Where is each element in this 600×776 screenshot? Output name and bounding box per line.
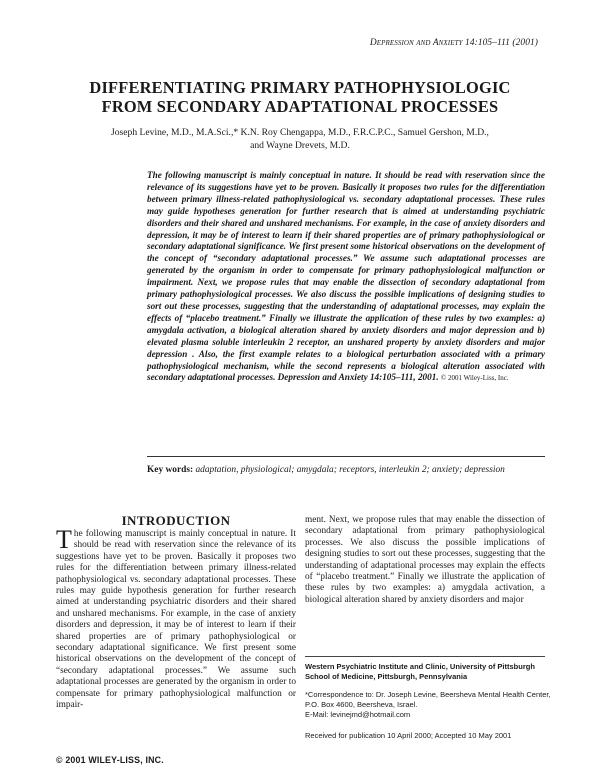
section-heading-introduction: INTRODUCTION bbox=[121, 513, 231, 528]
abstract-text: The following manuscript is mainly conceptual in nature. It should be read with reservation since the relevance of its suggestions have yet to be proven. Basically it proposes two rules for the differentiation between primary illness-related pathophysiological vs. secondary adaptational processes. These rules may guide hypotheses generation for further research that is aimed at understanding psychiatric disorders and their shared and unshared mechanisms. For example, in the case of anxiety disorders and depression, it may be of interest to learn if their shared properties are of primary pathophysiological or secondary adaptational significance. We first present some historical observations on the development of the concept of “secondary adaptational processes.” We assume such adaptational processes are generated by the organism in order to compensate for primary pathophysiological malfunction or impairment. Next, we propose rules that may enable the dissection of secondary adaptational from primary pathophysiological processes. We also discuss the possible implications of designing studies to sort out these processes, suggesting that the understanding of adaptational processes, may explain the effects of “placebo treatment.” Finally we illustrate the application of these rules by two examples: a) amygdala activation, a biological alteration shared by anxiety disorders and major depression and b) elevated plasma soluble interleukin 2 receptor, an unshared property by anxiety disorders and major depression . Also, the first example relates to a biological perturbation associated with a primary pathophysiological mechanism, while the second represents a biological alteration associated with secondary adaptational processes. Depression and Anxiety 14:105–111, 2001. bbox=[147, 170, 545, 383]
correspondence-address: *Correspondence to: Dr. Joseph Levine, Beersheva Mental Health Center, P.O. Box 4600, Beersheva, Israel. bbox=[305, 690, 551, 710]
affiliation-note: Western Psychiatric Institute and Clinic, University of Pittsburgh School of Medicine, Pittsburgh, Pennsylvania bbox=[305, 662, 535, 682]
title-line-1: DIFFERENTIATING PRIMARY PATHOPHYSIOLOGIC bbox=[89, 78, 511, 97]
intro-text-left: he following manuscript is mainly conceptual in nature. It should be read with reservation since the relevance of its suggestions have yet to be proven. Basically it proposes two rules for the differentiation between primary illness-related pathophysiological vs. secondary adaptational processes. These rules may guide hypothesis generation for further research aimed at understanding psychiatric disorders and their shared and unshared mechanisms. For example, in the case of anxiety disorders and depression, it may be of interest to learn if their shared properties are of primary pathophysiological or secondary adaptational significance. We first present some historical observations on the development of the concept of “secondary adaptational processes.” We assume such adaptational processes are generated by the organism in order to compensate for primary pathophysiological malfunction or impair- bbox=[56, 529, 296, 711]
authors-line-1: Joseph Levine, M.D., M.A.Sci.,* K.N. Roy Chengappa, M.D., F.R.C.P.C., Samuel Gershon, M.D., bbox=[111, 127, 489, 138]
correspondence-note bbox=[305, 690, 555, 721]
keywords-label: Key words: bbox=[147, 465, 194, 475]
body-column-right bbox=[305, 515, 545, 606]
body-column-left bbox=[56, 525, 296, 712]
running-head bbox=[370, 38, 538, 48]
article-title bbox=[30, 78, 570, 116]
abstract-copyright: © 2001 Wiley-Liss, Inc. bbox=[440, 374, 509, 383]
correspondence-email: E-Mail: levinejmd@hotmail.com bbox=[305, 710, 411, 720]
drop-cap: T bbox=[56, 525, 72, 554]
author-list bbox=[30, 127, 570, 152]
journal-name: Depression and Anxiety bbox=[369, 38, 463, 48]
keywords bbox=[147, 465, 545, 477]
intro-text-right: ment. Next, we propose rules that may enable the dissection of secondary adaptational from primary pathophysiological processes. We also discuss the possible implications of designing studies to sort out these processes, suggesting that the understanding of adaptational processes may explain the effects of “placebo treatment.” Finally we illustrate the application of these rules by two examples: a) amygdala activation, a biological alteration shared by anxiety disorders and major bbox=[305, 515, 545, 605]
abstract-divider bbox=[147, 456, 545, 457]
publisher-footer: © 2001 WILEY-LISS, INC. bbox=[56, 755, 164, 765]
keywords-list: adaptation, physiological; amygdala; receptors, interleukin 2; anxiety; depression bbox=[195, 465, 505, 475]
authors-line-2: and Wayne Drevets, M.D. bbox=[250, 139, 350, 151]
journal-citation: 14:105–111 (2001) bbox=[465, 38, 538, 48]
received-note: Received for publication 10 April 2000; Accepted 10 May 2001 bbox=[305, 731, 512, 740]
title-line-2: FROM SECONDARY ADAPTATIONAL PROCESSES bbox=[101, 97, 499, 116]
abstract bbox=[147, 170, 545, 385]
footnote-divider bbox=[305, 656, 545, 657]
